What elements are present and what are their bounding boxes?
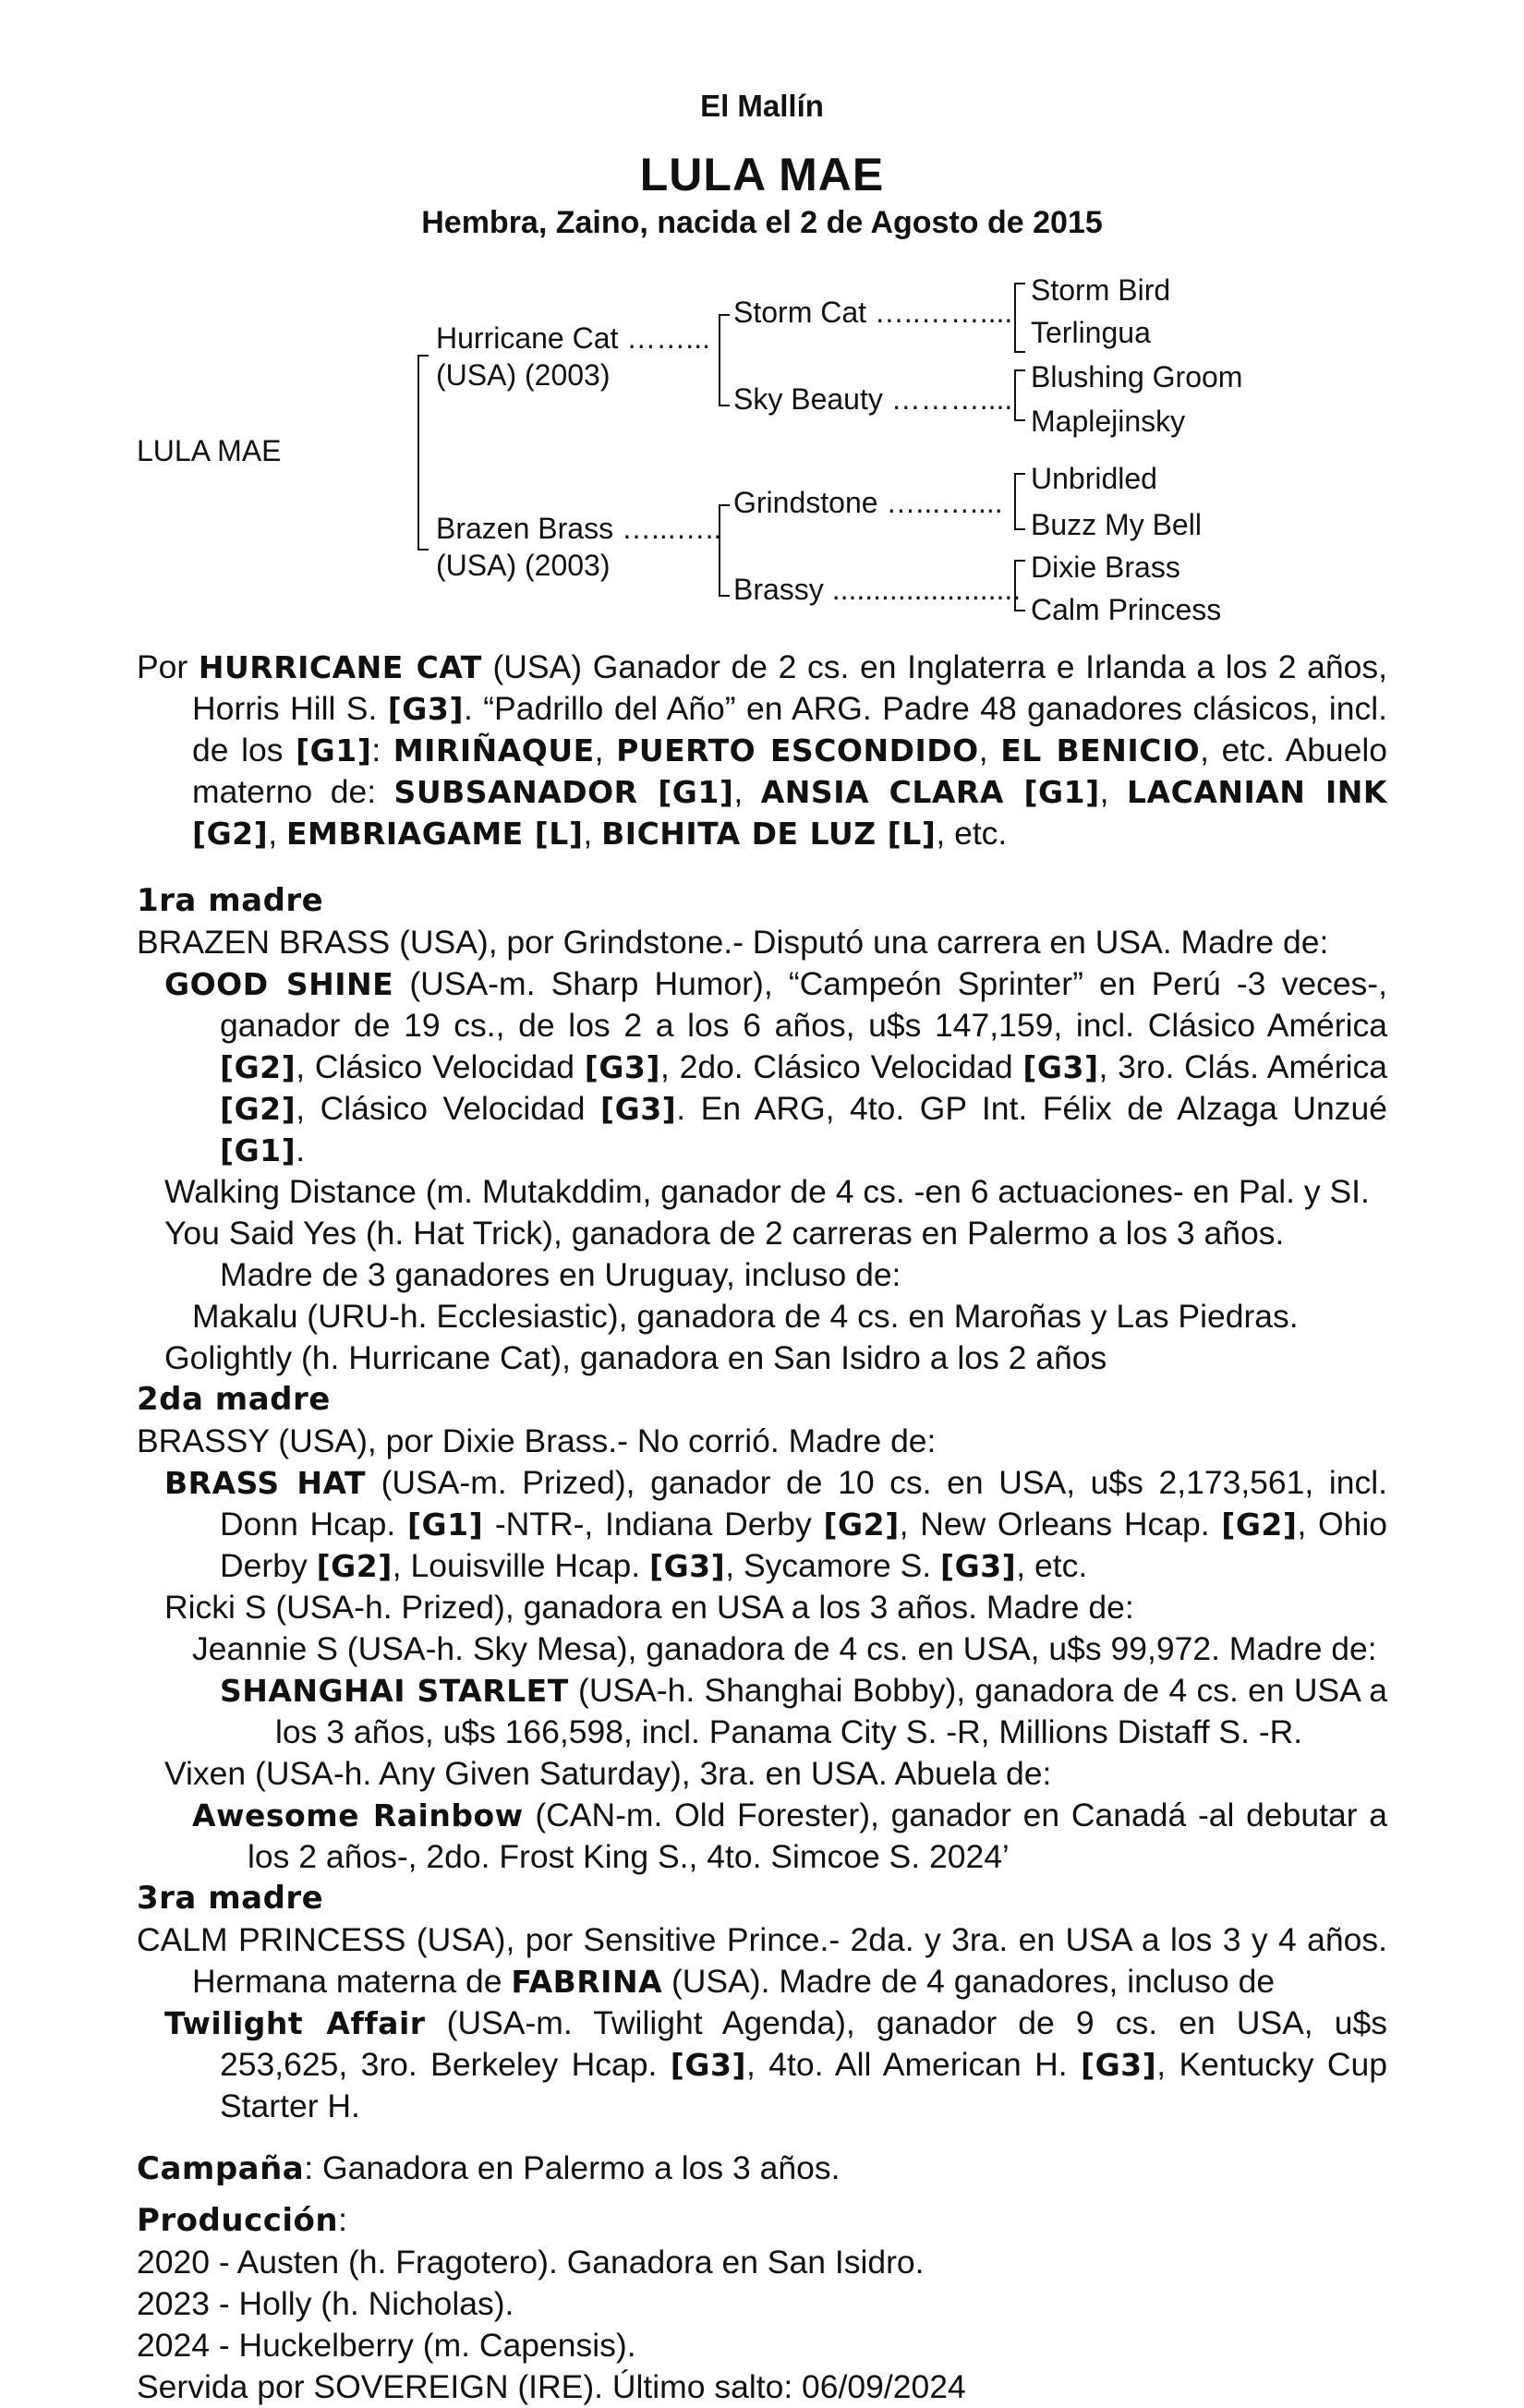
produccion-item: 2023 - Holly (h. Nicholas).: [137, 2285, 514, 2322]
first-dam-heading: 1ra madre: [137, 882, 324, 919]
pedigree-dam-origin: (USA) (2003): [436, 549, 611, 582]
pedigree-bracket-dam: [719, 504, 730, 597]
horse-description: Hembra, Zaino, nacida el 2 de Agosto de 2015: [421, 205, 1103, 240]
pedigree-sds: Blushing Groom: [1031, 360, 1243, 393]
sire-paragraph: Por HURRICANE CAT (USA) Ganador de 2 cs. en Inglaterra e Irlanda a los 2 años, Horris Hill S. [G3]. “Padrillo del Año” en ARG. Padre 48 ganadores clásicos, incl. de los [G1]: MIRIÑAQUE, PUERTO ESCONDIDO, EL BENICIO, etc. Abuelo materno de: SUBSANADOR [G1], ANSIA CLARA [G1], LACANIAN INK [G2], EMBRIAGAME [L], BICHITA DE LUZ [L], etc.: [137, 648, 1388, 852]
pedigree-bracket-gen1: [417, 355, 429, 551]
produccion-heading: Producción:: [137, 2201, 347, 2239]
pedigree-ssd: Terlingua: [1031, 316, 1151, 349]
you-said-yes-produce: Madre de 3 ganadores en Uruguay, incluso de:: [220, 1256, 901, 1293]
third-dam-heading: 3ra madre: [137, 1880, 324, 1917]
second-dam-intro: BRASSY (USA), por Dixie Brass.- No corrió. Madre de:: [137, 1422, 937, 1459]
second-dam-heading: 2da madre: [137, 1381, 331, 1418]
vixen-entry: Vixen (USA-h. Any Given Saturday), 3ra. en USA. Abuela de:: [164, 1755, 1052, 1792]
pedigree-dds: Dixie Brass: [1031, 551, 1180, 584]
pedigree-dsd: Buzz My Bell: [1031, 508, 1202, 541]
walking-distance-entry: Walking Distance (m. Mutakddim, ganador de 4 cs. -en 6 actuaciones- en Pal. y SI.: [164, 1173, 1370, 1210]
farm-name: El Mallín: [700, 89, 824, 123]
pedigree-bracket-sire: [719, 314, 730, 406]
third-dam-intro: CALM PRINCESS (USA), por Sensitive Prince.- 2da. y 3ra. en USA a los 3 y 4 años. Hermana materna de FABRINA (USA). Madre de 4 ganadores, incluso de: [137, 1921, 1387, 2000]
awesome-rainbow-entry: Awesome Rainbow (CAN-m. Old Forester), ganador en Canadá -al debutar a los 2 años-, 2do. Frost King S., 4to. Simcoe S. 2024’: [192, 1797, 1387, 1875]
campana-line: Campaña: Ganadora en Palermo a los 3 años.: [137, 2149, 841, 2187]
first-dam-intro: BRAZEN BRASS (USA), por Grindstone.- Disputó una carrera en USA. Madre de:: [137, 924, 1329, 961]
pedigree-sire: Hurricane Cat ……...: [436, 321, 710, 355]
twilight-affair-entry: Twilight Affair (USA-m. Twilight Agenda), ganador de 9 cs. en USA, u$s 253,625, 3ro. Berkeley Hcap. [G3], 4to. All American H. [G3], Kentucky Cup Starter H.: [164, 2004, 1388, 2124]
pedigree-subject: LULA MAE: [137, 434, 282, 467]
pedigree-sire-sire: Storm Cat …..……....: [733, 296, 1013, 329]
pedigree-notes: [137, 647, 1387, 2408]
pedigree-sire-origin: (USA) (2003): [436, 358, 611, 392]
produccion-item: Servida por SOVEREIGN (IRE). Último salto: 06/09/2024: [137, 2368, 966, 2405]
pedigree-bracket-sd: [1014, 369, 1025, 421]
pedigree-dss: Unbridled: [1031, 462, 1157, 495]
pedigree-sdd: Maplejinsky: [1031, 405, 1186, 438]
pedigree-sire-dam: Sky Beauty ………....: [733, 382, 1013, 416]
golightly-entry: Golightly (h. Hurricane Cat), ganadora en San Isidro a los 2 años: [164, 1339, 1107, 1376]
pedigree-dam-dam: Brassy .......................: [733, 573, 1022, 606]
pedigree-bracket-ds: [1014, 473, 1025, 530]
brass-hat-entry: BRASS HAT (USA-m. Prized), ganador de 10 cs. en USA, u$s 2,173,561, incl. Donn Hcap. [G1] -NTR-, Indiana Derby [G2], New Orleans Hcap. [G2], Ohio Derby [G2], Louisville Hcap. [G3], Sycamore S. [G3], etc.: [164, 1464, 1388, 1584]
produccion-item: 2020 - Austen (h. Fragotero). Ganadora en San Isidro.: [137, 2244, 925, 2281]
shanghai-starlet-entry: SHANGHAI STARLET (USA-h. Shanghai Bobby), ganadora de 4 cs. en USA a los 3 años, u$s 166,598, incl. Panama City S. -R, Millions Distaff S. -R.: [220, 1672, 1387, 1750]
ricki-s-entry: Ricki S (USA-h. Prized), ganadora en USA a los 3 años. Madre de:: [164, 1589, 1134, 1626]
produccion-item: 2024 - Huckelberry (m. Capensis).: [137, 2327, 636, 2364]
pedigree-bracket-dd: [1014, 560, 1025, 611]
pedigree-dam: Brazen Brass …...…..: [436, 512, 722, 545]
you-said-yes-entry: You Said Yes (h. Hat Trick), ganadora de 2 carreras en Palermo a los 3 años.: [164, 1215, 1285, 1252]
pedigree-sss: Storm Bird: [1031, 273, 1171, 307]
pedigree-dam-sire: Grindstone …...…....: [733, 486, 1003, 519]
jeannie-s-entry: Jeannie S (USA-h. Sky Mesa), ganadora de 4 cs. en USA, u$s 99,972. Madre de:: [192, 1630, 1377, 1667]
pedigree-ddd: Calm Princess: [1031, 593, 1222, 626]
pedigree-bracket-ss: [1014, 283, 1025, 353]
good-shine-entry: GOOD SHINE (USA-m. Sharp Humor), “Campeón Sprinter” en Perú -3 veces-, ganador de 19 cs., de los 2 a los 6 años, u$s 147,159, incl. Clásico América [G2], Clásico Velocidad [G3], 2do. Clásico Velocidad [G3], 3ro. Clás. América [G2], Clásico Velocidad [G3]. En ARG, 4to. GP Int. Félix de Alzaga Unzué [G1].: [164, 965, 1387, 1168]
horse-name: LULA MAE: [639, 149, 885, 200]
makalu-entry: Makalu (URU-h. Ecclesiastic), ganadora de 4 cs. en Maroñas y Las Piedras.: [192, 1298, 1299, 1335]
